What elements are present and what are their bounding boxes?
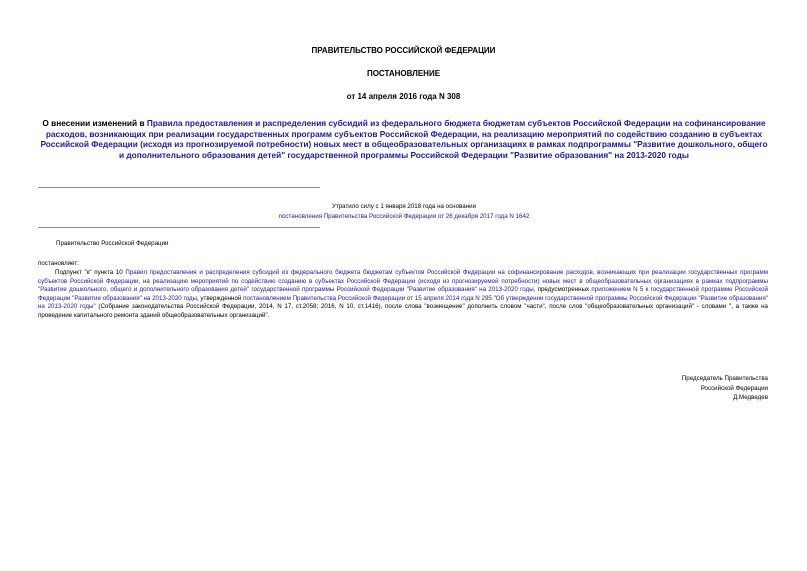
government-heading: ПРАВИТЕЛЬСТВО РОССИЙСКОЙ ФЕДЕРАЦИИ: [311, 46, 496, 55]
paragraph-text-3: , утвержденной: [196, 294, 244, 302]
resolution-link[interactable]: постановлением Правительства Российской Федерации от 15 апреля 2014 года N 295 "Об утверждении государственной программы Российской Федерации "Развитие образования" на 2013-2020 годы": [38, 294, 769, 311]
issuer-text: Правительство Российской Федерации: [56, 240, 169, 247]
paragraph-text-2: , предусмотренных: [533, 286, 592, 294]
amendment-paragraph: [38, 269, 768, 321]
title-rules-link[interactable]: Правила предоставления и распределения субсидий из федерального бюджета бюджетам субъектов Российской Федерации на софинансирование расходов, возникающих при реализации государственных программ субъектов Российской Федерации, на реализацию мероприятий по содействию созданию в субъектах Российской Федерации (исходя из прогнозируемой потребности) новых мест в общеобразовательных организациях в рамках подпрограммы "Развитие дошкольного, общего и дополнительного образования детей" государственной программы Российской Федерации "Развитие образования" на 2013-2020 годы: [40, 118, 768, 160]
paragraph-text-1: Подпункт "к" пункта 10: [55, 269, 126, 276]
paragraph-text-4: (Собрание законодательства Российской Федерации, 2014, N 17, ст.2058; 2016, N 10, ст.1416), после слова "возмещение" дополнить словом "части", после слов "общеобразовательных организаций" - словами ", а также на проведение капитального ремонта зданий общеобразовательных организаций".: [38, 303, 768, 319]
separator-line-bottom: [38, 227, 320, 228]
signature-title-line1: Председатель Правительства: [681, 375, 768, 382]
rules-link[interactable]: Правил предоставления и распределения субсидий из федерального бюджета бюджетам субъектов Российской Федерации на софинансирование расходов, возникающих при реализации государственных программ субъектов Российской Федерации, на реализацию мероприятий по содействию созданию в субъектах Российской Федерации (исходя из прогнозируемой потребности) новых мест в общеобразовательных организациях в рамках подпрограммы "Развитие дошкольного, общего и дополнительного образования детей" государственной программы Российской Федерации "Развитие образования" на 2013-2020 годы: [38, 269, 768, 294]
decree-word: постановляет:: [38, 260, 79, 267]
lapse-resolution-link[interactable]: постановления Правительства Российской Федерации от 26 декабря 2017 года N 1642: [278, 213, 530, 220]
signatory-name: Д.Медведев: [733, 394, 768, 402]
appendix-link[interactable]: приложением N 5 к государственной программе Российской Федерации "Развитие образования" на 2013-2020 годы: [38, 286, 768, 302]
lapse-notice-text: Утратило силу с 1 января 2018 года на основании: [331, 203, 477, 210]
signature-title-line2: Российской Федерации: [700, 384, 768, 392]
title-prefix: О внесении изменений в: [42, 118, 147, 128]
lapse-notice: [40, 202, 768, 222]
separator-line-top: [38, 187, 320, 188]
date-number-heading: от 14 апреля 2016 года N 308: [346, 92, 461, 101]
document-title: [40, 118, 768, 160]
signature-block: [682, 374, 768, 403]
document-type-heading: ПОСТАНОВЛЕНИЕ: [366, 69, 441, 78]
